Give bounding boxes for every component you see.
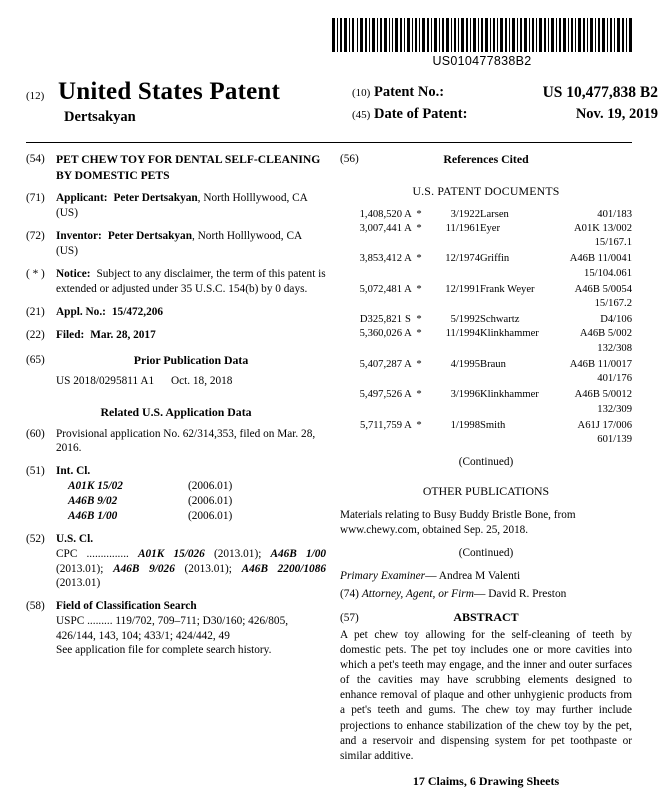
ref-class-2: 601/139 <box>597 434 632 446</box>
cpc-ver-4: (2013.01) <box>56 577 101 590</box>
ref-number: 1,408,520 <box>359 208 402 220</box>
int-cl-label: Int. Cl. <box>56 465 91 478</box>
int-cl-version: (2006.01) <box>188 480 233 493</box>
abstract-text: A pet chew toy allowing for the self-cleaning of teeth by domestic pets. The pet toy includes one or more cavities into which a pet's teeth may engage, and the inner and outer surfaces of the cavities may have scrubbing elements designed to enhance removal of plaque and other unhygienic products from a pet's teeth and gums. The chew toy may further include projections to enhance stabilization of the chew toy by the pet, and a reservoir and dispensing system for pet toothpaste or similar additive. <box>340 628 632 762</box>
ref-star: * <box>416 208 422 220</box>
invention-title: PET CHEW TOY FOR DENTAL SELF-CLEANING BY DOMESTIC PETS <box>56 153 321 182</box>
ref-kind: A <box>404 283 412 295</box>
ref-date: 11/1994 <box>445 328 480 340</box>
inventor-address: , North Holllywood, CA (US) <box>56 230 302 257</box>
attorney-code: (74) <box>340 587 359 600</box>
ref-class-2: 15/104.061 <box>584 267 632 279</box>
ref-star: * <box>416 314 422 326</box>
ref-name: Smith <box>480 419 506 431</box>
patent-header <box>26 78 658 138</box>
cpc-code-4: A46B 2200/1086 <box>241 562 326 575</box>
uspc-value: 119/702, 709–711; D30/160; 426/805, 426/144, 143, 104; 433/1; 424/442, 49 <box>56 614 289 642</box>
int-cl-name: A01K 15/02 <box>68 480 123 493</box>
page-title: United States Patent <box>58 78 281 105</box>
ref-kind: A <box>404 328 412 340</box>
ref-kind: A <box>404 419 412 431</box>
ref-class-2: 132/308 <box>597 342 632 354</box>
cpc-ver-2: (2013.01); <box>56 562 114 575</box>
ref-kind: A <box>404 253 412 265</box>
ref-name: Eyer <box>480 222 500 234</box>
ref-star: * <box>416 253 422 265</box>
field-search-label: Field of Classification Search <box>56 599 197 612</box>
ref-date: 5/1992 <box>450 314 480 326</box>
int-cl-name: A46B 1/00 <box>68 510 118 523</box>
prior-pub-line <box>56 374 326 389</box>
primary-examiner-line <box>340 569 632 584</box>
table-row <box>340 388 632 402</box>
table-row <box>340 252 632 266</box>
ref-class: D4/106 <box>600 314 632 326</box>
ref-class: A46B 5/002 <box>579 328 632 340</box>
int-cl-name: A46B 9/02 <box>68 495 118 508</box>
header-left <box>26 78 346 126</box>
prior-pub-number: US 2018/0295811 A1 <box>56 375 155 388</box>
header-right <box>352 84 658 128</box>
ref-number: 3,853,412 <box>359 253 402 265</box>
patent-number-row <box>352 84 658 106</box>
field-prior-pub <box>26 353 326 389</box>
ref-kind: A <box>404 358 412 370</box>
ref-class: A46B 11/0041 <box>569 253 632 265</box>
us-cl-value <box>56 547 326 591</box>
field-prior-pub-code: (65) <box>26 353 45 366</box>
patent-no-code: (10) <box>352 87 371 99</box>
us-patent-docs-heading: U.S. PATENT DOCUMENTS <box>412 184 560 198</box>
ref-name: Klinkhammer <box>480 389 539 401</box>
related-app-heading: Related U.S. Application Data <box>100 405 252 419</box>
table-row <box>340 208 632 222</box>
ref-name: Braun <box>480 358 506 370</box>
cpc-dots: ............... <box>86 547 138 560</box>
field-title-code: (54) <box>26 153 45 165</box>
primary-examiner-value: — Andrea M Valenti <box>425 569 521 582</box>
barcode-image <box>332 18 632 52</box>
cpc-code-2: A46B 1/00 <box>270 547 327 560</box>
ref-star: * <box>416 419 422 431</box>
ref-class: A46B 5/0054 <box>574 283 632 295</box>
header-divider <box>26 142 632 143</box>
ref-date: 1/1998 <box>450 419 480 431</box>
ref-number: 5,072,481 <box>359 283 402 295</box>
ref-date: 3/1996 <box>450 389 480 401</box>
field-inventor-code: (72) <box>26 230 45 243</box>
field-filed <box>26 328 326 343</box>
field-search-code: (58) <box>26 599 45 612</box>
ref-name: Larsen <box>480 208 509 220</box>
date-value: Nov. 19, 2019 <box>575 106 658 122</box>
int-cl-version: (2006.01) <box>188 495 233 508</box>
ref-number: D325,821 <box>359 314 402 326</box>
ref-number: 5,497,526 <box>359 389 402 401</box>
applicant-name: Peter Dertsakyan <box>113 192 198 205</box>
field-notice <box>26 267 326 297</box>
field-int-cl-code: (51) <box>26 465 45 478</box>
abstract-heading: ABSTRACT <box>453 610 519 624</box>
cpc-ver-3: (2013.01); <box>184 562 242 575</box>
ref-name: Klinkhammer <box>480 328 539 340</box>
table-row-sub <box>340 403 632 419</box>
ref-star: * <box>416 389 422 401</box>
field-provisional-code: (60) <box>26 427 45 440</box>
ref-number: 5,407,287 <box>359 358 402 370</box>
abstract-code: (57) <box>340 612 359 624</box>
table-row <box>340 358 632 372</box>
table-row-sub <box>340 236 632 252</box>
table-row-sub <box>340 372 632 388</box>
field-applicant <box>26 191 326 221</box>
ref-star: * <box>416 283 422 295</box>
appl-no-value: 15/472,206 <box>111 305 164 318</box>
uspc-dots: ......... <box>87 614 116 627</box>
ref-class: A61J 17/006 <box>577 419 632 431</box>
ref-kind: A <box>404 222 412 234</box>
filed-label: Filed: <box>56 328 85 341</box>
field-int-cl <box>26 464 326 524</box>
other-publication-entry: Materials relating to Busy Buddy Bristle Bone, from www.chewy.com, obtained Sep. 25, 2018. <box>340 508 576 536</box>
ref-date: 12/1991 <box>445 283 480 295</box>
inventor-label: Inventor: <box>56 230 102 243</box>
field-search <box>26 599 326 658</box>
ref-class-2: 132/309 <box>597 403 632 415</box>
field-appl-no-code: (21) <box>26 305 45 318</box>
other-publications-heading: OTHER PUBLICATIONS <box>422 484 550 499</box>
field-search-uspc <box>56 614 326 643</box>
int-cl-version: (2006.01) <box>188 510 233 523</box>
provisional-text: Provisional application No. 62/314,353, filed on Mar. 28, 2016. <box>56 427 316 455</box>
ref-class-2: 15/167.1 <box>594 237 632 249</box>
ref-kind: A <box>404 389 412 401</box>
cpc-code-1: A01K 15/026 <box>137 547 205 560</box>
field-filed-code: (22) <box>26 328 45 341</box>
appl-no-label: Appl. No.: <box>56 305 106 318</box>
uspc-label: USPC <box>56 614 85 627</box>
left-column <box>26 152 326 666</box>
table-row <box>340 283 632 297</box>
date-code: (45) <box>352 109 371 121</box>
us-cl-label: U.S. Cl. <box>56 533 94 545</box>
field-title <box>26 152 326 183</box>
ref-number: 5,360,026 <box>359 328 402 340</box>
barcode-number: US010477838B2 <box>432 54 532 68</box>
field-us-cl-code: (52) <box>26 533 45 545</box>
ref-star: * <box>416 222 422 234</box>
date-label: Date of Patent: <box>374 106 468 122</box>
ref-number: 5,711,759 <box>360 419 402 431</box>
cpc-ver-1: (2013.01); <box>213 547 271 560</box>
notice-text: Subject to any disclaimer, the term of this patent is extended or adjusted under 35 U.S.C. 154(b) by 0 days. <box>56 267 326 295</box>
header-inventor-surname: Dertsakyan <box>64 108 136 125</box>
int-cl-row <box>56 479 326 494</box>
ref-class-2: 401/176 <box>597 373 632 385</box>
field-inventor <box>26 229 326 259</box>
field-notice-code: ( * ) <box>26 267 45 280</box>
table-row-sub <box>340 433 632 449</box>
notice-label: Notice: <box>56 267 91 280</box>
abstract-header <box>340 610 632 626</box>
us-patent-documents-table <box>340 208 632 450</box>
ref-number: 3,007,441 <box>359 222 402 234</box>
patent-date-row <box>352 106 658 128</box>
ref-class: 401/183 <box>597 208 632 220</box>
prior-pub-date: Oct. 18, 2018 <box>170 375 233 388</box>
ref-date: 3/1922 <box>450 208 480 220</box>
filed-value: Mar. 28, 2017 <box>90 328 156 341</box>
cpc-label: CPC <box>56 547 78 560</box>
ref-class: A46B 5/0012 <box>574 389 632 401</box>
ref-name: Schwartz <box>480 314 520 326</box>
ref-class: A46B 11/0017 <box>569 358 632 370</box>
table-row <box>340 313 632 327</box>
ref-class: A01K 13/002 <box>574 222 632 234</box>
ref-name: Griffin <box>480 253 510 265</box>
table-row-sub <box>340 297 632 313</box>
table-row-sub <box>340 267 632 283</box>
field-us-cl <box>26 532 326 591</box>
ref-star: * <box>416 358 422 370</box>
refs-cited-code: (56) <box>340 153 359 165</box>
int-cl-row <box>56 494 326 509</box>
ref-kind: S <box>405 314 411 326</box>
ref-class-2: 15/167.2 <box>594 297 632 309</box>
inventor-name: Peter Dertsakyan <box>107 230 192 243</box>
applicant-label: Applicant: <box>56 192 108 205</box>
table-row <box>340 327 632 341</box>
refs-cited-heading: References Cited <box>443 152 529 166</box>
prior-pub-heading: Prior Publication Data <box>133 352 249 367</box>
patent-no-label: Patent No.: <box>374 84 445 100</box>
ref-date: 11/1961 <box>445 222 480 234</box>
ref-kind: A <box>404 208 412 220</box>
table-row-sub <box>340 342 632 358</box>
primary-examiner-label: Primary Examiner <box>340 569 426 582</box>
table-row <box>340 222 632 236</box>
field-search-note: See application file for complete search history. <box>56 644 272 657</box>
claims-sheets-line: 17 Claims, 6 Drawing Sheets <box>412 773 560 788</box>
barcode-block <box>332 18 632 68</box>
patent-no-value: US 10,477,838 B2 <box>542 84 658 101</box>
attorney-value: — David R. Preston <box>473 587 567 600</box>
right-column <box>340 152 632 790</box>
attorney-label: Attorney, Agent, or Firm <box>361 587 474 600</box>
ref-date: 12/1974 <box>445 253 480 265</box>
ref-name: Frank Weyer <box>480 283 535 295</box>
continued-label-2: (Continued) <box>458 547 514 559</box>
related-app-section <box>26 405 326 456</box>
field-applicant-code: (71) <box>26 192 45 205</box>
table-row <box>340 419 632 433</box>
ref-date: 4/1995 <box>450 358 480 370</box>
refs-cited-header <box>340 152 632 170</box>
field-provisional <box>26 427 326 457</box>
ref-star: * <box>416 328 422 340</box>
int-cl-row <box>56 509 326 524</box>
header-code-12: (12) <box>26 90 45 102</box>
attorney-line <box>340 587 632 602</box>
cpc-code-3: A46B 9/026 <box>113 562 175 575</box>
continued-label-1: (Continued) <box>458 456 514 469</box>
field-appl-no <box>26 305 326 320</box>
applicant-address: , North Holllywood, CA (US) <box>56 192 308 220</box>
